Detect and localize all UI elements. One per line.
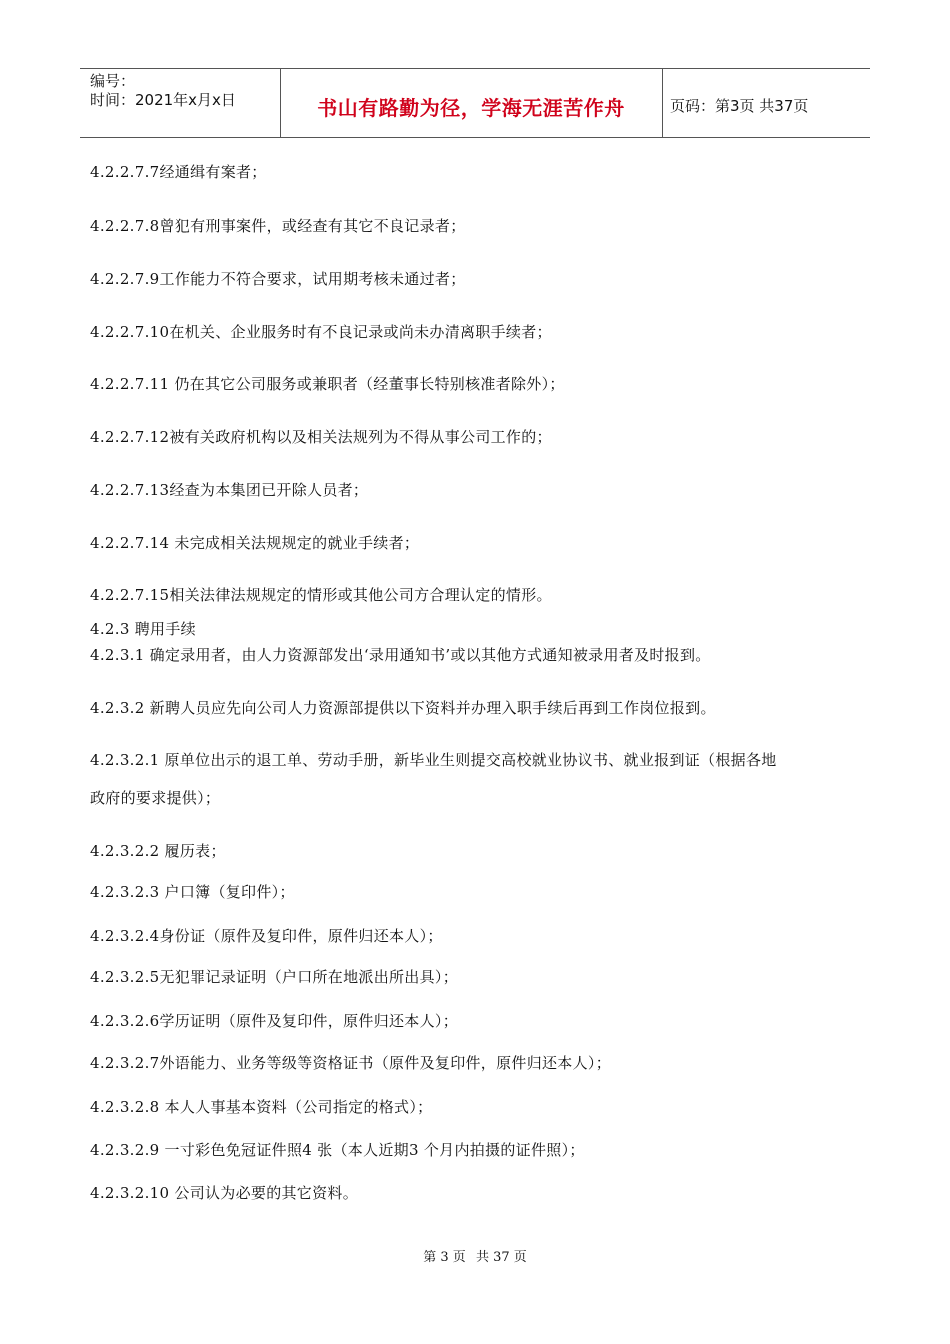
text-line: 4.2.3.2.6学历证明（原件及复印件，原件归还本人）； [90,1012,458,1030]
text-line: 4.2.3.2.8 本人人事基本资料（公司指定的格式）； [90,1098,433,1116]
text-line: 4.2.3.2.1 原单位出示的退工单、劳动手册，新毕业生则提交高校就业协议书、就业报到证（根据各地 [90,751,777,769]
text-line: 4.2.3.2.10 公司认为必要的其它资料。 [90,1184,359,1202]
text-line: 4.2.2.7.14 未完成相关法规规定的就业手续者； [90,534,420,552]
header-motto-cell [282,69,660,137]
text-line: 4.2.3.2.2 履历表； [90,842,226,860]
header-divider [280,69,281,137]
text-line: 政府的要求提供）； [90,789,221,807]
text-line: 4.2.3.2.5无犯罪记录证明（户口所在地派出所出具）； [90,968,458,986]
text-line: 4.2.3.2.9 一寸彩色免冠证件照4 张（本人近期3 个月内拍摄的证件照）； [90,1141,585,1159]
text-line: 4.2.2.7.11 仍在其它公司服务或兼职者（经董事长特别核准者除外）； [90,375,565,393]
text-line: 4.2.2.7.8曾犯有刑事案件，或经查有其它不良记录者； [90,217,466,235]
text-line: 4.2.2.7.13经查为本集团已开除人员者； [90,481,369,499]
text-line: 4.2.2.7.15相关法律法规规定的情形或其他公司方合理认定的情形。 [90,586,552,604]
page-footer [0,1246,950,1265]
text-line: 4.2.2.7.9工作能力不符合要求，试用期考核未通过者； [90,270,466,288]
footer-total-pages: 共 37 页 [475,1250,527,1265]
text-line: 4.2.3.2.7外语能力、业务等级等资格证书（原件及复印件，原件归还本人）； [90,1054,611,1072]
header-meta [80,69,280,137]
text-line: 4.2.2.7.10在机关、企业服务时有不良记录或尚未办清离职手续者； [90,323,552,341]
text-line: 4.2.3.1 确定录用者，由人力资源部发出‘录用通知书’或以其他方式通知被录用者及时报到。 [90,646,711,664]
page-header [80,68,870,138]
document-date-label: 时间：2021年x月x日 [90,91,236,109]
text-line: 4.2.3.2.4身份证（原件及复印件，原件归还本人）； [90,927,443,945]
text-line: 4.2.3.2 新聘人员应先向公司人力资源部提供以下资料并办理入职手续后再到工作岗位报到。 [90,699,716,717]
text-line: 4.2.2.7.12被有关政府机构以及相关法规列为不得从事公司工作的； [90,428,552,446]
text-line: 4.2.2.7.7经通缉有案者； [90,163,267,181]
header-page-cell [664,69,870,137]
text-line: 4.2.3.2.3 户口簿（复印件）； [90,883,295,901]
document-number-label: 编号： [90,72,136,90]
header-motto: 书山有路勤为径，学海无涯苦作舟 [317,95,625,120]
section-heading: 4.2.3 聘用手续 [90,620,196,638]
header-page-label: 页码：第3页 共37页 [670,96,809,115]
header-divider [662,69,663,137]
footer-page-number: 第 3 页 [423,1250,466,1265]
